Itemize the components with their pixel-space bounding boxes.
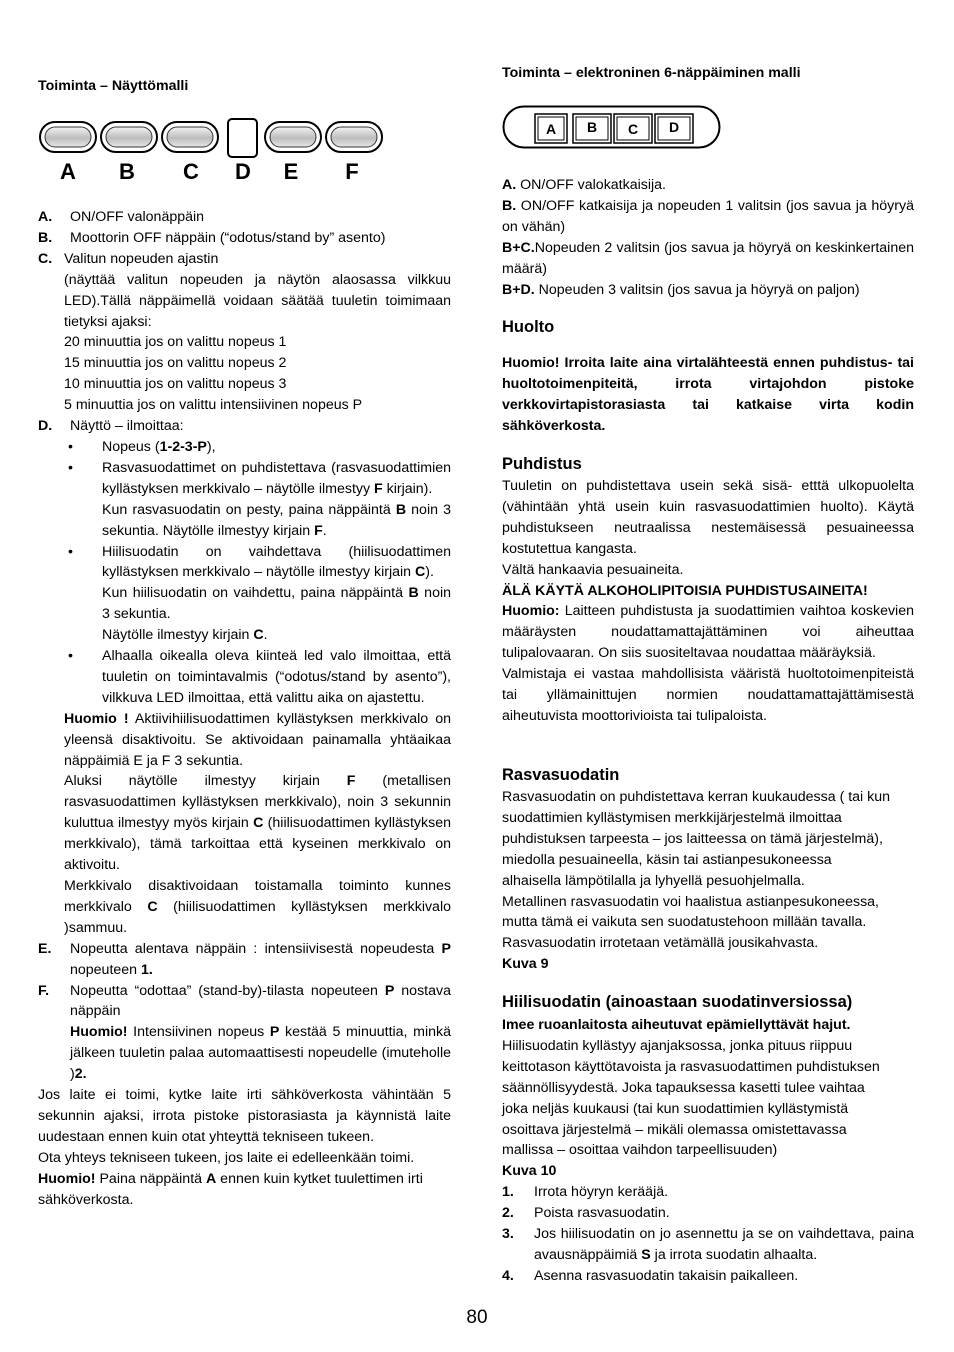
item-a: A. ON/OFF valonäppäin — [38, 209, 205, 225]
key-desc-bc: B+C.Nopeuden 2 valitsin (jos savua ja höyryä on keskinkertainen määrä) — [502, 239, 914, 277]
display-control-panel — [38, 115, 388, 187]
timer-line: 15 minuuttia jos on valittu nopeus 2 — [64, 355, 287, 372]
left-list — [38, 207, 451, 1211]
page-number: 80 — [466, 1307, 488, 1328]
item-b: B. Moottorin OFF näppäin (“odotus/stand by” asento) — [38, 229, 386, 246]
button-b[interactable] — [101, 122, 157, 152]
support-paragraph: Ota yhteys tekniseen tukeen, jos laite ei edelleenkään toimi. — [38, 1149, 415, 1166]
troubleshoot-paragraph: Jos laite ei toimi, kytke laite irti sähköverkosta vähintään 5 sekunnin ajaksi, irrota pistoke pistorasiasta ja käynnistä laite uudestaan ennen kuin otat yhteyttä tekniseen tukeen. — [38, 1087, 451, 1145]
display-bullet-speed: • Nopeus (1-2-3-P), — [68, 438, 216, 455]
key-desc-b: B. ON/OFF katkaisija ja nopeuden 1 valitsin (jos savua ja höyryä on vähän) — [502, 197, 914, 235]
display-bullet-led: • Alhaalla oikealla oleva kiinteä led valo ilmoittaa, että tuuletin on toimintavalmis (“odotus/stand by asento”), vilkkuva LED ilmoittaa, että valittu aika on ajastettu. — [68, 648, 451, 706]
rasvasuodatin-body: Rasvasuodatin on puhdistettava kerran kuukaudessa ( tai kun suodattimien kyllästymisen merkkijärjestelmä ilmoittaa puhdistuksen tarpeesta – jos laitteessa on tämä järjestelmä), miedolla pesuaineella, käsin tai astianpesukoneessa alhaisella lämpötilalla ja lyhyellä pesuohjelmalla. Metallinen rasvasuodatin voi haalistua astianpesukoneessa, mutta tämä ei vaikuta sen suodatustehoon millään tavalla. Rasvasuodatin irrotetaan vetämällä jousikahvasta. Kuva 9 — [502, 787, 922, 975]
display-bullet-carbon-filter: • Hiilisuodatin on vaihdettava (hiilisuodattimen kyllästyksen merkkivalo – näytölle ilmestyy kirjain C). Kun hiilisuodatin on vaihdettu, paina näppäintä B noin 3 sekuntia. Näytölle ilmestyy kirjain C. — [68, 543, 451, 644]
key-desc-a: A. ON/OFF valokatkaisija. — [502, 177, 666, 193]
panel-label-b: B — [119, 159, 135, 184]
disconnect-note: Huomio! Paina näppäintä A ennen kuin kytket tuulettimen irti sähköverkosta. — [38, 1170, 423, 1208]
button-a[interactable] — [40, 122, 96, 152]
note-carbon-indicator: Huomio ! Aktiivihiilisuodattimen kyllästyksen merkkivalo on yleensä disaktivoitu. Se aktivoidaan painamalla yhtäaikaa näppäimiä E ja F 3 sekuntia. — [64, 710, 452, 769]
key-label-d: D — [668, 119, 680, 135]
panel-label-a: A — [60, 159, 76, 184]
panel-label-e: E — [283, 159, 299, 184]
puhdistus-body: Tuuletin on puhdistettava usein sekä sisä- etttä ulkopuolelta (vähintään yhtä usein kuin rasvasuodattimien huolto). Käytä puhdistukseen neutraalissa nestemäisessä pesuaineessa kostutettua kangasta. Vältä hankaavia pesuaineita. ÄLÄ KÄYTÄ ALKOHOLIPITOISIA PUHDISTUSAINEITA! Huomio: Laitteen puhdistusta ja suodattimien vaihtoa koskevien määräysten noudattamattajättäminen voi aiheuttaa tulipalovaaran. On siis suositeltavaa noudattaa määräyksiä. Valmistaja ei vastaa mahdollisista vääristä huoltotoimenpiteistä tai yllämainittujen normien noudattamattajättämisestä aiheutuvista moottorivioista tai tulipaloista. — [502, 478, 914, 724]
panel-label-c: C — [183, 159, 199, 184]
step-1: 1. Irrota höyryn kerääjä. — [502, 1184, 669, 1201]
button-f[interactable] — [326, 122, 382, 152]
heading-rasvasuodatin: Rasvasuodatin — [502, 766, 620, 784]
section-title-electronic-model: Toiminta – elektroninen 6-näppäiminen malli — [502, 65, 801, 81]
key-desc-bd: B+D. Nopeuden 3 valitsin (jos savua ja höyryä on paljon) — [502, 281, 860, 298]
section-title-display-model: Toiminta – Näyttömalli — [38, 78, 189, 94]
panel-label-d: D — [235, 159, 251, 184]
key-label-b: B — [586, 119, 598, 135]
heading-puhdistus: Puhdistus — [502, 455, 582, 473]
heading-hiilisuodatin: Hiilisuodatin (ainoastaan suodatinversiossa) — [502, 993, 853, 1011]
huolto-warning: Huomio! Irroita laite aina virtalähteestä ennen puhdistus- tai huoltotoimenpiteitä, irrota virtajohdon pistoke verkkovirtapistorasiasta tai katkaise virta kodin sähköverkosta. — [502, 355, 914, 434]
timer-line: 20 minuuttia jos on valittu nopeus 1 — [64, 334, 287, 351]
note-indicator-deactivation: Merkkivalo disaktivoidaan toistamalla toiminto kunnes merkkivalo C (hiilisuodattimen kyllästyksen merkkivalo )sammuu. — [64, 878, 451, 936]
key-label-a: A — [545, 121, 557, 137]
button-c[interactable] — [162, 122, 218, 152]
item-d: D. Näyttö – ilmoittaa: — [38, 418, 184, 435]
heading-huolto: Huolto — [502, 318, 555, 336]
note-indicator-activation: Aluksi näytölle ilmestyy kirjain F (metallisen rasvasuodattimen kyllästyksen merkkivalo), noin 3 sekunnin kuluttua ilmestyy myös kirjain C (hiilisuodattimen kyllästyksen merkkivalo), tämä tarkoittaa että kyseinen merkkivalo on aktivoitu. — [64, 773, 451, 874]
button-e[interactable] — [265, 122, 321, 152]
item-e: E. Nopeutta alentava näppäin : intensiivisestä nopeudesta P nopeuteen 1. — [38, 940, 451, 978]
item-c: C. Valitun nopeuden ajastin — [38, 250, 219, 267]
step-3: 3. Jos hiilisuodatin on jo asennettu ja se on vaihdettava, paina avausnäppäimiä S ja irrota suodatin alhaalta. — [502, 1226, 914, 1263]
step-2: 2. Poista rasvasuodatin. — [502, 1205, 670, 1222]
step-4: 4. Asenna rasvasuodatin takaisin paikalleen. — [502, 1267, 799, 1284]
timer-line: 5 minuuttia jos on valittu intensiivinen nopeus P — [64, 397, 363, 414]
alcohol-warning: ÄLÄ KÄYTÄ ALKOHOLIPITOISIA PUHDISTUSAINEITA! — [502, 582, 868, 599]
item-c-desc: (näyttää valitun nopeuden ja näytön alaosassa vilkkuu LED).Tällä näppäimellä voidaan säätää tuuletin toimimaan tietyksi ajaksi: — [64, 271, 451, 330]
item-f: F. Nopeutta “odottaa” (stand-by)-tilasta nopeuteen P nostava näppäin Huomio! Intensiivinen nopeus P kestää 5 minuuttia, minkä jälkeen tuuletin palaa automaattisesti nopeudelle (imuteholle )2. — [38, 982, 451, 1083]
hiilisuodatin-body: Imee ruoanlaitosta aiheutuvat epämiellyttävät hajut. Hiilisuodatin kyllästyy ajanjaksossa, jonka pituus riippuu keittotason käyttötavoista ja rasvasuodattimen puhdistuksen säännöllisyydestä. Joka tapauksessa kasetti tulee vaihtaa joka neljäs kuukausi (tai kun suodattimien kyllästymistä osoittava järjestelmä – mikäli olemassa omistettavassa mallissa – osoittaa vaihdon tarpeellisuuden) Kuva 10 1. Irrota höyryn kerääjä. 2. Poista rasvasuodatin. 3. Jos hiilisuodatin on jo asennettu ja se on vaihdettava, paina avausnäppäimiä S ja irrota suodatin alhaalta. 4. Asenna rasvasuodatin takaisin paikalleen. — [502, 1015, 922, 1287]
panel-label-f: F — [345, 159, 359, 184]
key-label-c: C — [627, 121, 639, 137]
electronic-key-list — [502, 175, 914, 300]
figure-ref-10: Kuva 10 — [502, 1163, 557, 1180]
display-window — [228, 119, 257, 157]
electronic-control-panel — [502, 104, 724, 152]
timer-line: 10 minuuttia jos on valittu nopeus 3 — [64, 376, 287, 393]
display-bullet-grease-filter: • Rasvasuodattimet on puhdistettava (rasvasuodattimien kyllästyksen merkkivalo – näytölle ilmestyy F kirjain). Kun rasvasuodatin on pesty, paina näppäintä B noin 3 sekuntia. Näytölle ilmestyy kirjain F. — [68, 459, 451, 539]
figure-ref-9: Kuva 9 — [502, 956, 549, 973]
